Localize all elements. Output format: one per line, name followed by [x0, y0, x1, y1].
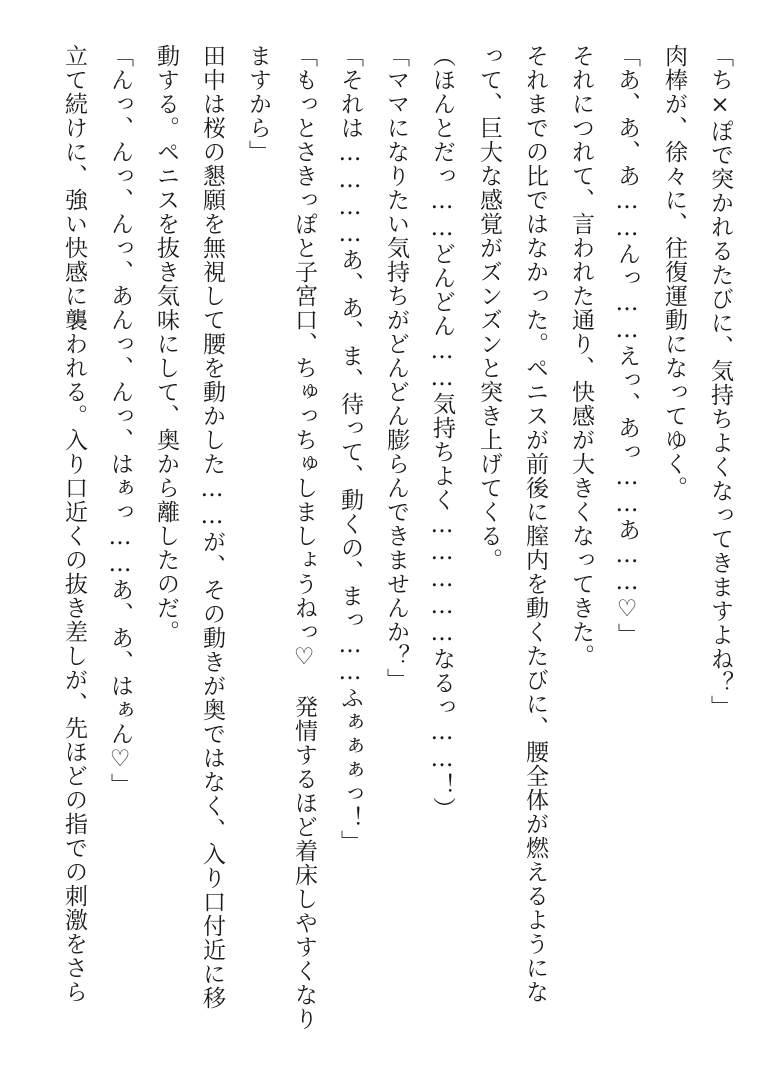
text-line: それにつれて、言われた通り、快感が大きくなってきた。: [568, 44, 594, 668]
text-line: 肉棒が、徐々に、往復運動になってゆく。: [661, 44, 687, 500]
text-line: 「んっ、んっ、んっ、あんっ、んっ、はぁっ……あ、あ、はぁん♡」: [107, 44, 133, 797]
text-line: 動する。ペニスを抜き気味にして、奥から離したのだ。: [153, 44, 179, 644]
text-line: （ほんとだっ……どんどん……気持ちよく……………なるっ……！）: [429, 44, 455, 821]
text-line: 「もっとさきっぽと子宮口、ちゅっちゅしましょうねっ♡ 発情するほど着床しやすくなり: [291, 44, 317, 1031]
text-line: 「ち×ぽで突かれるたびに、気持ちよくなってきますよね？」: [707, 44, 733, 719]
text-line: 「ママになりたい気持ちがどんどん膨らんできませんか？」: [383, 44, 409, 692]
text-line: 「それは…………あ、あ、ま、待って、動くの、まっ……ふぁぁぁっ！」: [337, 44, 363, 854]
text-line: って、巨大な感覚がズンズンと突き上げてくる。: [476, 44, 502, 572]
text-line: ますから」: [245, 44, 271, 164]
text-line: 立て続けに、強い快感に襲われる。入り口近くの抜き差しが、先ほどの指での刺激をさら: [61, 44, 87, 1004]
text-line: 「あ、あ、あ……んっ……えっ、あっ……あ……♡」: [614, 44, 640, 647]
text-line: それまでの比ではなかった。ペニスが前後に膣内を動くたびに、腰全体が燃えるようにな: [522, 44, 548, 1004]
text-line: 田中は桜の懇願を無視して腰を動かした……が、その動きが奥ではなく、入り口付近に移: [199, 44, 225, 1010]
